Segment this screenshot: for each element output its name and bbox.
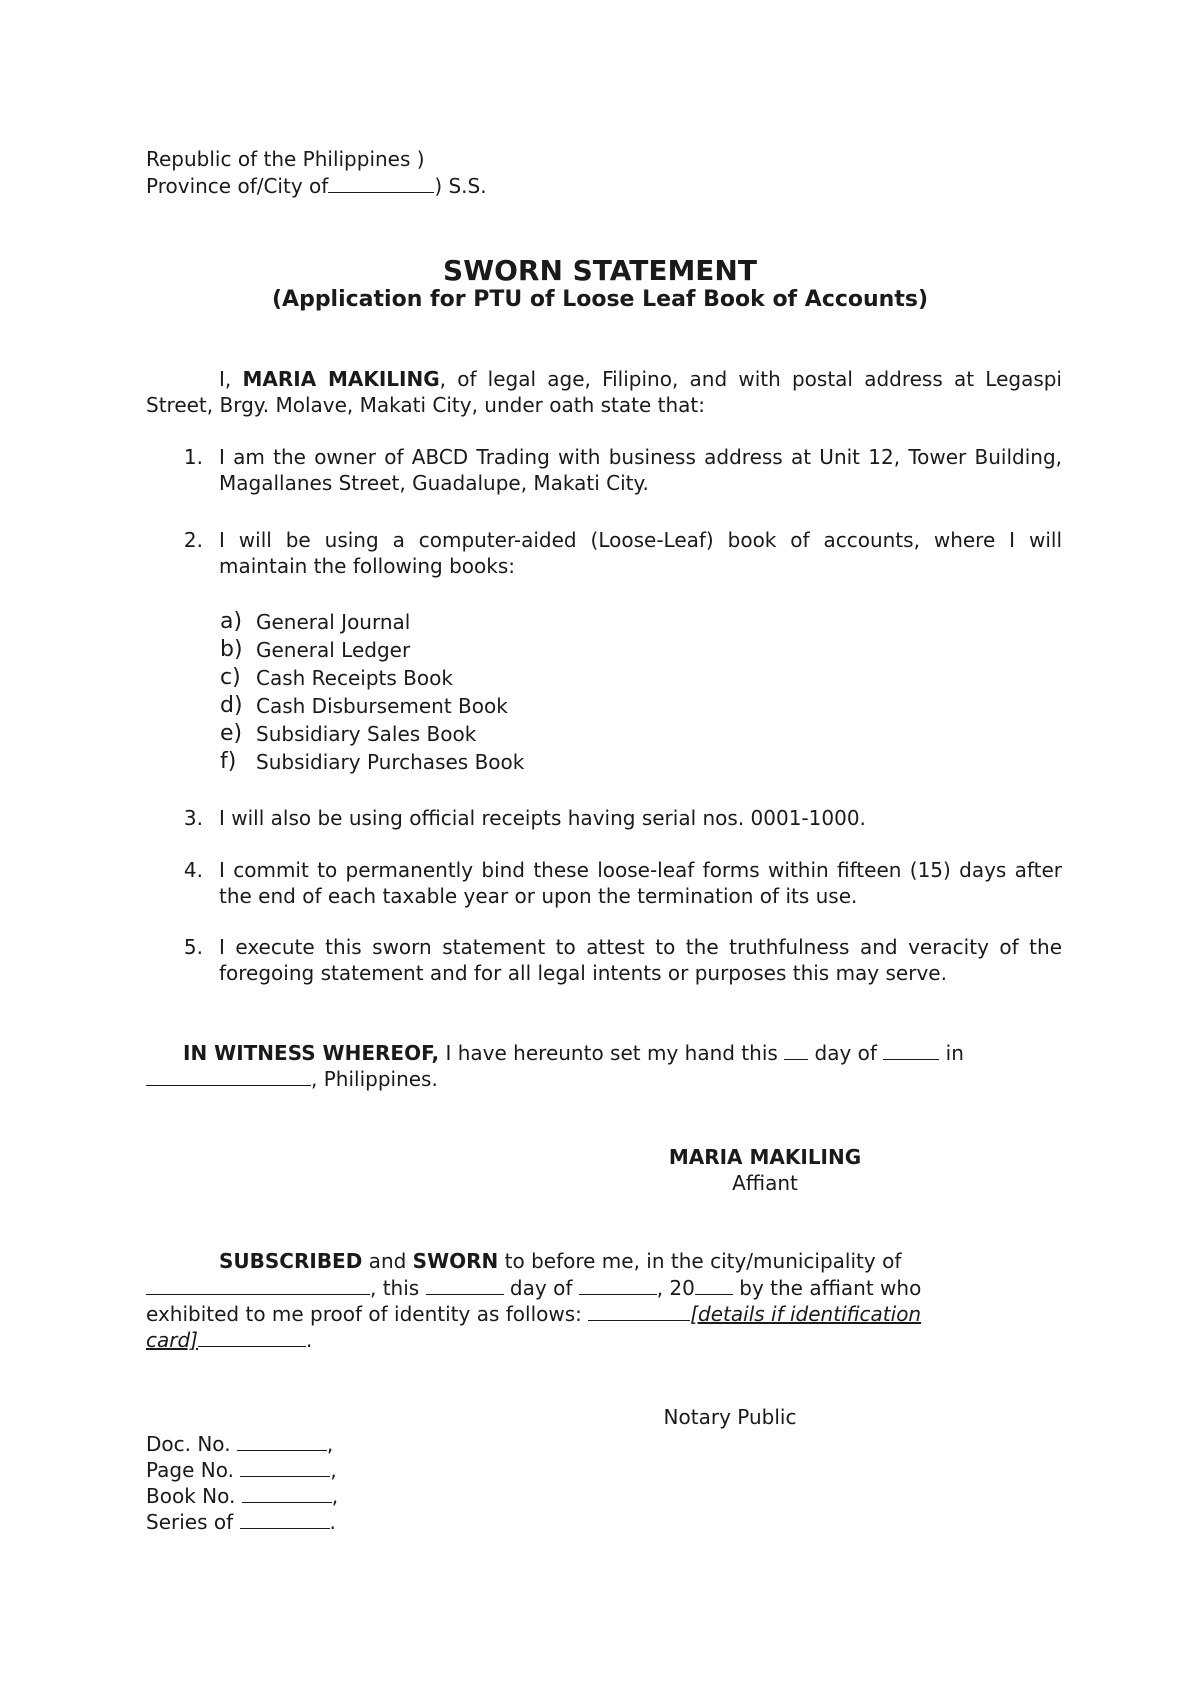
jurat-id-details-b: card] — [146, 1328, 198, 1352]
book-c-key: c) — [220, 665, 241, 690]
item-3-text: I will also be using official receipts having serial nos. 0001-1000. — [219, 806, 866, 830]
intro-rest: , of legal age, Filipino, and with postal address at Legaspi Street, Brgy. Molave, Makati City, under oath state that: — [146, 367, 1062, 417]
witness-text-1: I have hereunto set my hand this — [439, 1041, 785, 1065]
book-e-label: Subsidiary Sales Book — [256, 722, 477, 746]
page-no-label: Page No. — [146, 1458, 241, 1482]
jurat-id-blank — [588, 1300, 690, 1321]
item-5-number: 5. — [183, 935, 203, 959]
affiant-name-inline: MARIA MAKILING — [242, 367, 440, 391]
book-no-blank — [242, 1482, 332, 1503]
document-title: SWORN STATEMENT — [443, 254, 757, 287]
jurat-id-details-a: [details if identification — [690, 1302, 922, 1326]
jurat-t8: . — [305, 1328, 313, 1352]
jurat-line-4 — [146, 1326, 312, 1353]
jurat-t5: , 20 — [656, 1276, 695, 1300]
jurat-month-blank — [579, 1274, 657, 1295]
item-2-text: I will be using a computer-aided (Loose-Leaf) book of accounts, where I will maintain the following books: — [219, 528, 1062, 578]
item-4-number: 4. — [183, 858, 203, 882]
jurat-t1: and — [362, 1249, 413, 1273]
book-c-label: Cash Receipts Book — [256, 666, 453, 690]
item-3-number: 3. — [183, 806, 203, 830]
doc-no-blank — [237, 1430, 327, 1451]
book-b-label: General Ledger — [256, 638, 411, 662]
intro-prefix: I, — [219, 367, 243, 391]
book-e-key: e) — [220, 721, 243, 746]
witness-line-1 — [183, 1039, 964, 1066]
jurat-subscribed: SUBSCRIBED — [219, 1249, 363, 1273]
page-no-line — [146, 1456, 337, 1483]
venue-line-1 — [146, 146, 425, 172]
book-b-key: b) — [220, 637, 243, 662]
book-f-key: f) — [220, 749, 237, 774]
item-4-text: I commit to permanently bind these loose-leaf forms within fifteen (15) days after the end of each taxable year or upon the termination of its use. — [219, 858, 1062, 908]
jurat-t3: , this — [370, 1276, 426, 1300]
page-no-blank — [240, 1456, 330, 1477]
jurat-t4: day of — [503, 1276, 579, 1300]
notary-public-label: Notary Public — [663, 1405, 797, 1429]
page-no-end: , — [330, 1458, 337, 1482]
witness-text-3: in — [939, 1041, 964, 1065]
item-1-text: I am the owner of ABCD Trading with business address at Unit 12, Tower Building, Magallanes Street, Guadalupe, Makati City. — [219, 445, 1062, 495]
document-subtitle: (Application for PTU of Loose Leaf Book of Accounts) — [271, 287, 928, 312]
jurat-sworn: SWORN — [412, 1249, 499, 1273]
jurat-city-blank — [146, 1274, 370, 1295]
series-label: Series of — [146, 1510, 240, 1534]
series-line — [146, 1508, 336, 1535]
jurat-line-3 — [146, 1300, 921, 1327]
item-5-text: I execute this sworn statement to attest to the truthfulness and veracity of the foregoing statement and for all legal intents or purposes this may serve. — [219, 935, 1062, 985]
witness-text-2: day of — [808, 1041, 884, 1065]
venue-republic: Republic of the Philippines ) — [146, 147, 425, 171]
book-d-label: Cash Disbursement Book — [256, 694, 508, 718]
affiant-signature-name: MARIA MAKILING — [668, 1145, 862, 1169]
series-end: . — [329, 1510, 336, 1534]
doc-no-label: Doc. No. — [146, 1432, 237, 1456]
witness-text-4: , Philippines. — [311, 1067, 438, 1091]
book-a-label: General Journal — [256, 610, 411, 634]
venue-ss: ) S.S. — [434, 174, 487, 198]
witness-month-blank — [883, 1039, 939, 1060]
doc-no-end: , — [326, 1432, 334, 1456]
witness-day-blank — [784, 1039, 808, 1060]
affiant-role: Affiant — [732, 1171, 798, 1195]
venue-line-2 — [146, 172, 487, 199]
doc-no-line — [146, 1430, 333, 1457]
book-no-label: Book No. — [146, 1484, 242, 1508]
book-d-key: d) — [220, 693, 243, 718]
jurat-t7: exhibited to me proof of identity as follows: — [146, 1302, 589, 1326]
witness-place-blank — [146, 1065, 311, 1086]
book-no-line — [146, 1482, 338, 1509]
witness-line-2 — [146, 1065, 438, 1092]
book-f-label: Subsidiary Purchases Book — [256, 750, 525, 774]
jurat-year-blank — [695, 1274, 733, 1295]
witness-lead: IN WITNESS WHEREOF, — [183, 1041, 440, 1065]
jurat-id-blank-2 — [198, 1326, 306, 1347]
item-1-number: 1. — [183, 445, 203, 469]
jurat-line-2 — [146, 1274, 921, 1301]
jurat-t6: by the affiant who — [732, 1276, 922, 1300]
venue-province-label: Province of/City of — [146, 174, 329, 198]
series-blank — [240, 1508, 330, 1529]
jurat-t2: to before me, in the city/municipality of — [498, 1249, 902, 1273]
item-2-number: 2. — [183, 528, 203, 552]
jurat-line-1 — [219, 1248, 901, 1274]
jurat-day-blank — [426, 1274, 504, 1295]
book-a-key: a) — [220, 609, 243, 634]
province-blank — [328, 172, 434, 193]
book-no-end: , — [331, 1484, 339, 1508]
intro-paragraph — [146, 366, 1062, 418]
